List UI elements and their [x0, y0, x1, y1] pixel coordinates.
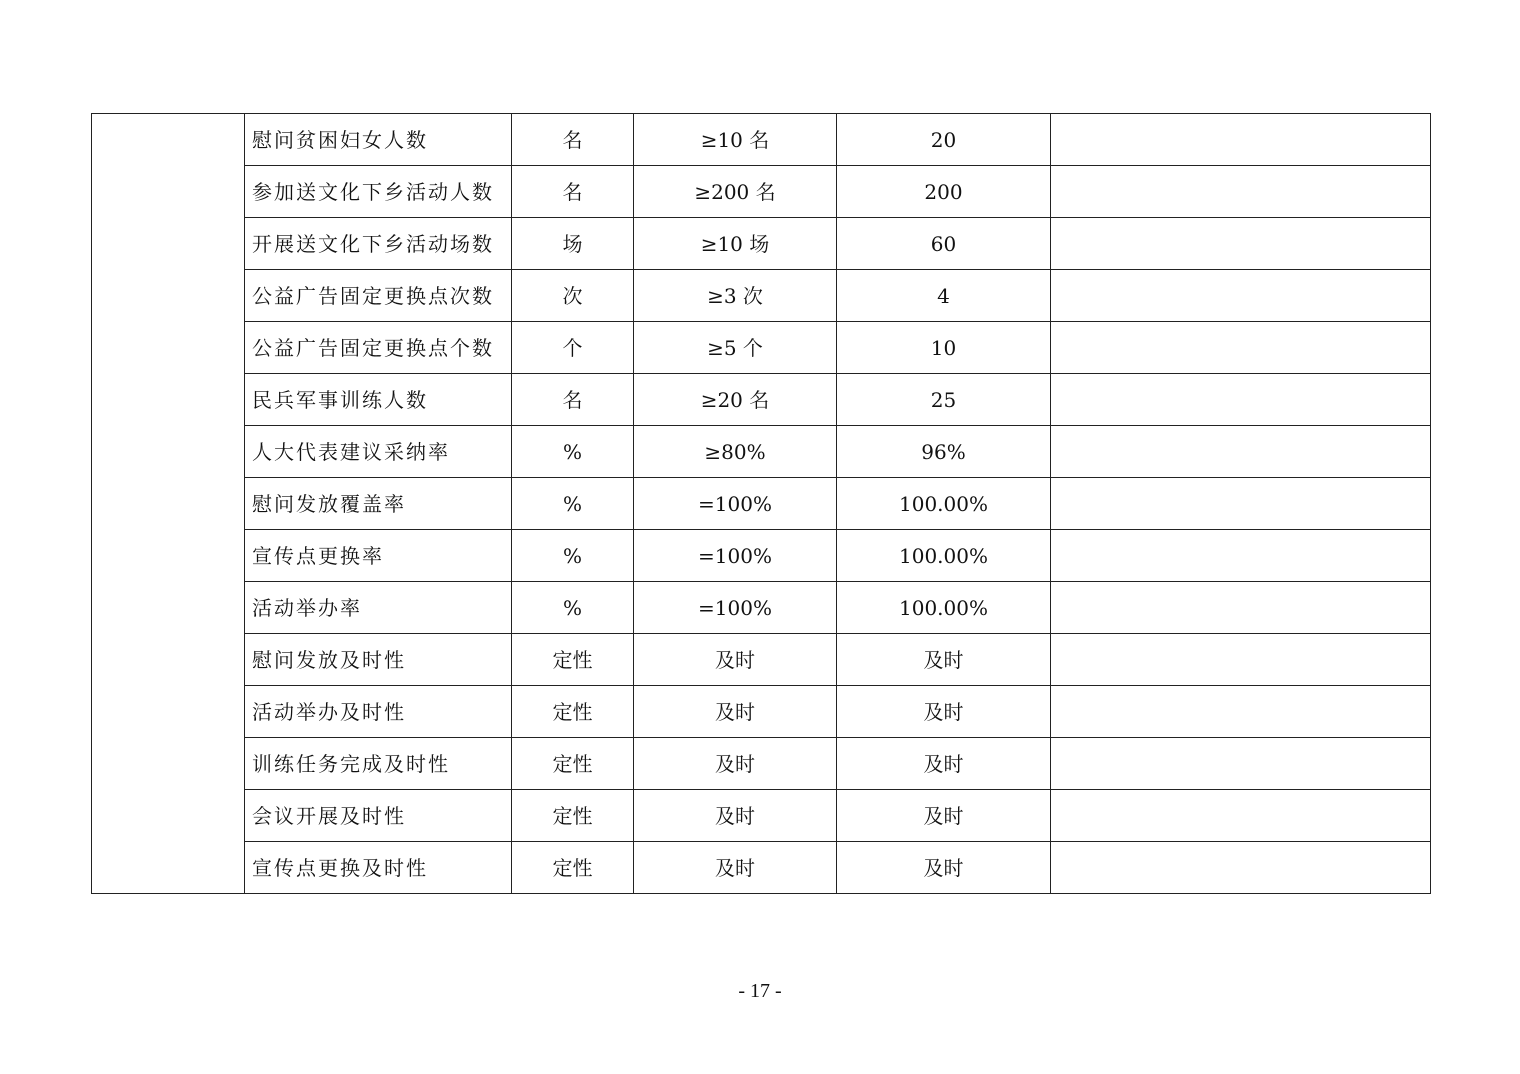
- actual-value-cell: 100.00%: [837, 582, 1051, 634]
- table-row: [92, 582, 1431, 634]
- indicator-name-cell: 宣传点更换率: [245, 530, 512, 582]
- indicator-name-cell: 人大代表建议采纳率: [245, 426, 512, 478]
- note-cell: [1051, 790, 1431, 842]
- unit-cell: 定性: [512, 738, 634, 790]
- actual-value-cell: 60: [837, 218, 1051, 270]
- unit-cell: 个: [512, 322, 634, 374]
- indicator-name-cell: 会议开展及时性: [245, 790, 512, 842]
- table-row: [92, 634, 1431, 686]
- note-cell: [1051, 478, 1431, 530]
- target-value-cell: 及时: [634, 738, 837, 790]
- actual-value-cell: 及时: [837, 842, 1051, 894]
- unit-cell: 定性: [512, 790, 634, 842]
- note-cell: [1051, 114, 1431, 166]
- indicator-name-cell: 参加送文化下乡活动人数: [245, 166, 512, 218]
- target-value-cell: ≥80%: [634, 426, 837, 478]
- unit-cell: 场: [512, 218, 634, 270]
- unit-cell: %: [512, 478, 634, 530]
- target-value-cell: 及时: [634, 686, 837, 738]
- indicator-name-cell: 慰问发放覆盖率: [245, 478, 512, 530]
- table-row: [92, 374, 1431, 426]
- actual-value-cell: 20: [837, 114, 1051, 166]
- target-value-cell: ≥10 场: [634, 218, 837, 270]
- indicator-name-cell: 活动举办率: [245, 582, 512, 634]
- actual-value-cell: 25: [837, 374, 1051, 426]
- actual-value-cell: 96%: [837, 426, 1051, 478]
- category-cell-empty: [92, 114, 245, 894]
- actual-value-cell: 100.00%: [837, 530, 1051, 582]
- target-value-cell: =100%: [634, 582, 837, 634]
- target-value-cell: ≥20 名: [634, 374, 837, 426]
- note-cell: [1051, 842, 1431, 894]
- unit-cell: %: [512, 426, 634, 478]
- target-value-cell: ≥3 次: [634, 270, 837, 322]
- note-cell: [1051, 166, 1431, 218]
- indicator-name-cell: 民兵军事训练人数: [245, 374, 512, 426]
- actual-value-cell: 200: [837, 166, 1051, 218]
- note-cell: [1051, 738, 1431, 790]
- actual-value-cell: 100.00%: [837, 478, 1051, 530]
- note-cell: [1051, 218, 1431, 270]
- target-value-cell: 及时: [634, 634, 837, 686]
- table-row: [92, 218, 1431, 270]
- unit-cell: 次: [512, 270, 634, 322]
- performance-indicator-table-container: [91, 113, 1430, 894]
- indicator-name-cell: 公益广告固定更换点次数: [245, 270, 512, 322]
- indicator-name-cell: 活动举办及时性: [245, 686, 512, 738]
- target-value-cell: =100%: [634, 530, 837, 582]
- unit-cell: 定性: [512, 842, 634, 894]
- table-row: [92, 842, 1431, 894]
- table-row: [92, 478, 1431, 530]
- actual-value-cell: 及时: [837, 634, 1051, 686]
- indicator-name-cell: 慰问发放及时性: [245, 634, 512, 686]
- unit-cell: 定性: [512, 634, 634, 686]
- note-cell: [1051, 322, 1431, 374]
- target-value-cell: 及时: [634, 790, 837, 842]
- indicator-name-cell: 公益广告固定更换点个数: [245, 322, 512, 374]
- note-cell: [1051, 270, 1431, 322]
- indicator-name-cell: 训练任务完成及时性: [245, 738, 512, 790]
- note-cell: [1051, 374, 1431, 426]
- note-cell: [1051, 634, 1431, 686]
- table-row: [92, 686, 1431, 738]
- unit-cell: 名: [512, 374, 634, 426]
- actual-value-cell: 4: [837, 270, 1051, 322]
- actual-value-cell: 10: [837, 322, 1051, 374]
- note-cell: [1051, 530, 1431, 582]
- actual-value-cell: 及时: [837, 738, 1051, 790]
- actual-value-cell: 及时: [837, 686, 1051, 738]
- page-number: - 17 -: [738, 980, 782, 1002]
- table-row: [92, 114, 1431, 166]
- table-row: [92, 270, 1431, 322]
- unit-cell: %: [512, 582, 634, 634]
- table-row: [92, 166, 1431, 218]
- note-cell: [1051, 686, 1431, 738]
- note-cell: [1051, 582, 1431, 634]
- target-value-cell: ≥10 名: [634, 114, 837, 166]
- performance-indicator-table: [91, 113, 1431, 894]
- note-cell: [1051, 426, 1431, 478]
- unit-cell: 定性: [512, 686, 634, 738]
- table-row: [92, 322, 1431, 374]
- indicator-name-cell: 开展送文化下乡活动场数: [245, 218, 512, 270]
- target-value-cell: ≥5 个: [634, 322, 837, 374]
- table-body: [92, 114, 1431, 894]
- unit-cell: 名: [512, 114, 634, 166]
- indicator-name-cell: 慰问贫困妇女人数: [245, 114, 512, 166]
- target-value-cell: ≥200 名: [634, 166, 837, 218]
- table-row: [92, 530, 1431, 582]
- target-value-cell: =100%: [634, 478, 837, 530]
- actual-value-cell: 及时: [837, 790, 1051, 842]
- table-row: [92, 738, 1431, 790]
- table-row: [92, 790, 1431, 842]
- unit-cell: 名: [512, 166, 634, 218]
- indicator-name-cell: 宣传点更换及时性: [245, 842, 512, 894]
- unit-cell: %: [512, 530, 634, 582]
- target-value-cell: 及时: [634, 842, 837, 894]
- table-row: [92, 426, 1431, 478]
